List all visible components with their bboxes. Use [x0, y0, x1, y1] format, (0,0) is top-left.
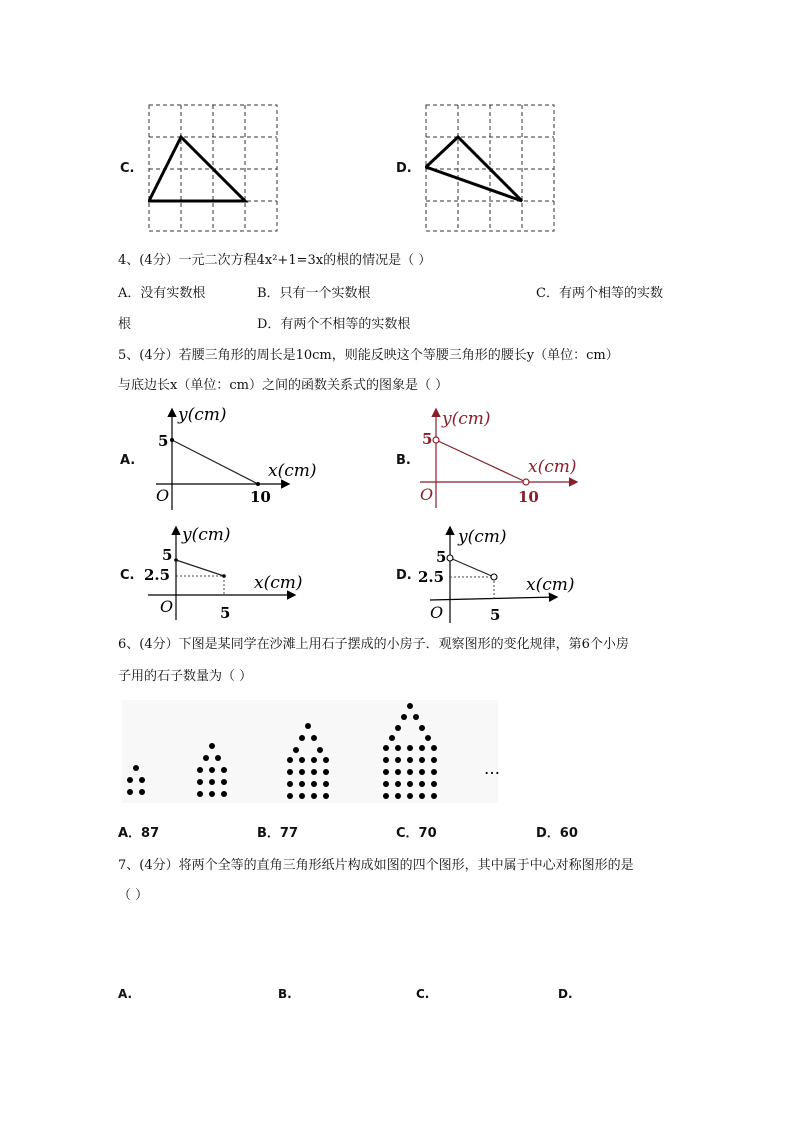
q7-stem-line2: （ ） — [118, 888, 149, 903]
q5-graph-b-y-tick: 5 — [422, 430, 433, 448]
q7-stem-line1: 7、(4分）将两个全等的直角三角形纸片构成如图的四个图形，其中属于中心对称图形的是 — [118, 858, 634, 873]
q6-stem-line2: 子用的石子数量为（ ） — [118, 669, 253, 684]
q3-option-c-label: C. — [120, 161, 135, 176]
q5-graph-c-label: C. — [120, 568, 135, 583]
q5-stem-line2: 与底边长x（单位：cm）之间的函数关系式的图象是（ ） — [118, 378, 449, 393]
q6-ellipsis: … — [484, 759, 500, 778]
q3-option-d-grid — [425, 104, 557, 234]
q5-graph-c — [142, 520, 322, 625]
q5-graph-a-x-tick: 10 — [250, 488, 271, 506]
q5-graph-c-y-axis: y(cm) — [182, 525, 231, 545]
q5-graph-d-x-tick: 5 — [490, 606, 501, 624]
q5-graph-b-label: B. — [396, 453, 411, 468]
q7-option-d: D. — [558, 987, 573, 1001]
q5-graph-d-y-tick2: 2.5 — [418, 568, 445, 586]
q4-option-d: D．有两个不相等的实数根 — [257, 317, 411, 332]
q7-option-c: C. — [416, 987, 430, 1001]
q7-option-b: B. — [278, 987, 292, 1001]
q3-option-d-label: D. — [396, 161, 412, 176]
q5-graph-c-x-axis: x(cm) — [254, 573, 303, 593]
q4-option-c-cont: 根 — [118, 317, 132, 332]
q6-option-b: B．77 — [257, 826, 298, 841]
q5-graph-a — [148, 402, 328, 517]
q6-stone-houses-figure — [122, 700, 502, 805]
q5-graph-a-y-tick: 5 — [158, 432, 169, 450]
q4-option-c: C．有两个相等的实数 — [536, 286, 663, 301]
q5-graph-b-origin: O — [420, 485, 434, 504]
q5-graph-a-label: A. — [120, 453, 136, 468]
q5-graph-c-origin: O — [160, 597, 174, 616]
q5-stem-line1: 5、(4分）若腰三角形的周长是10cm，则能反映这个等腰三角形的腰长y（单位：cm） — [118, 348, 619, 363]
q6-option-a: A．87 — [118, 826, 160, 841]
q5-graph-a-x-axis: x(cm) — [268, 461, 317, 481]
q5-graph-d-y-axis: y(cm) — [458, 527, 507, 547]
q3-option-c-triangle — [149, 137, 245, 201]
q5-graph-a-y-axis: y(cm) — [178, 405, 227, 425]
q5-graph-c-y-tick2: 2.5 — [144, 566, 171, 584]
q6-option-c: C．70 — [396, 826, 437, 841]
q7-option-a: A. — [118, 987, 133, 1001]
q6-stem-line1: 6、(4分）下图是某同学在沙滩上用石子摆成的小房子．观察图形的变化规律，第6个小房 — [118, 637, 629, 652]
q5-graph-b — [418, 402, 598, 517]
q5-graph-a-origin: O — [156, 486, 170, 505]
q3-option-c-grid — [148, 104, 280, 234]
q5-graph-d-origin: O — [430, 603, 444, 622]
q4-option-a: A．没有实数根 — [118, 286, 206, 301]
q5-graph-c-y-tick: 5 — [162, 546, 173, 564]
q5-graph-d — [418, 520, 598, 625]
q5-graph-d-x-axis: x(cm) — [526, 575, 575, 595]
q4-stem: 4、(4分）一元二次方程4x²+1=3x的根的情况是（ ） — [118, 253, 432, 268]
q5-graph-c-x-tick: 5 — [220, 604, 231, 622]
q5-graph-b-x-axis: x(cm) — [528, 457, 577, 477]
q5-graph-b-y-axis: y(cm) — [442, 409, 491, 429]
q6-option-d: D．60 — [536, 826, 578, 841]
q4-option-b: B．只有一个实数根 — [257, 286, 371, 301]
q5-graph-d-label: D. — [396, 568, 412, 583]
q5-graph-b-x-tick: 10 — [518, 488, 539, 506]
q5-graph-d-y-tick: 5 — [436, 548, 447, 566]
